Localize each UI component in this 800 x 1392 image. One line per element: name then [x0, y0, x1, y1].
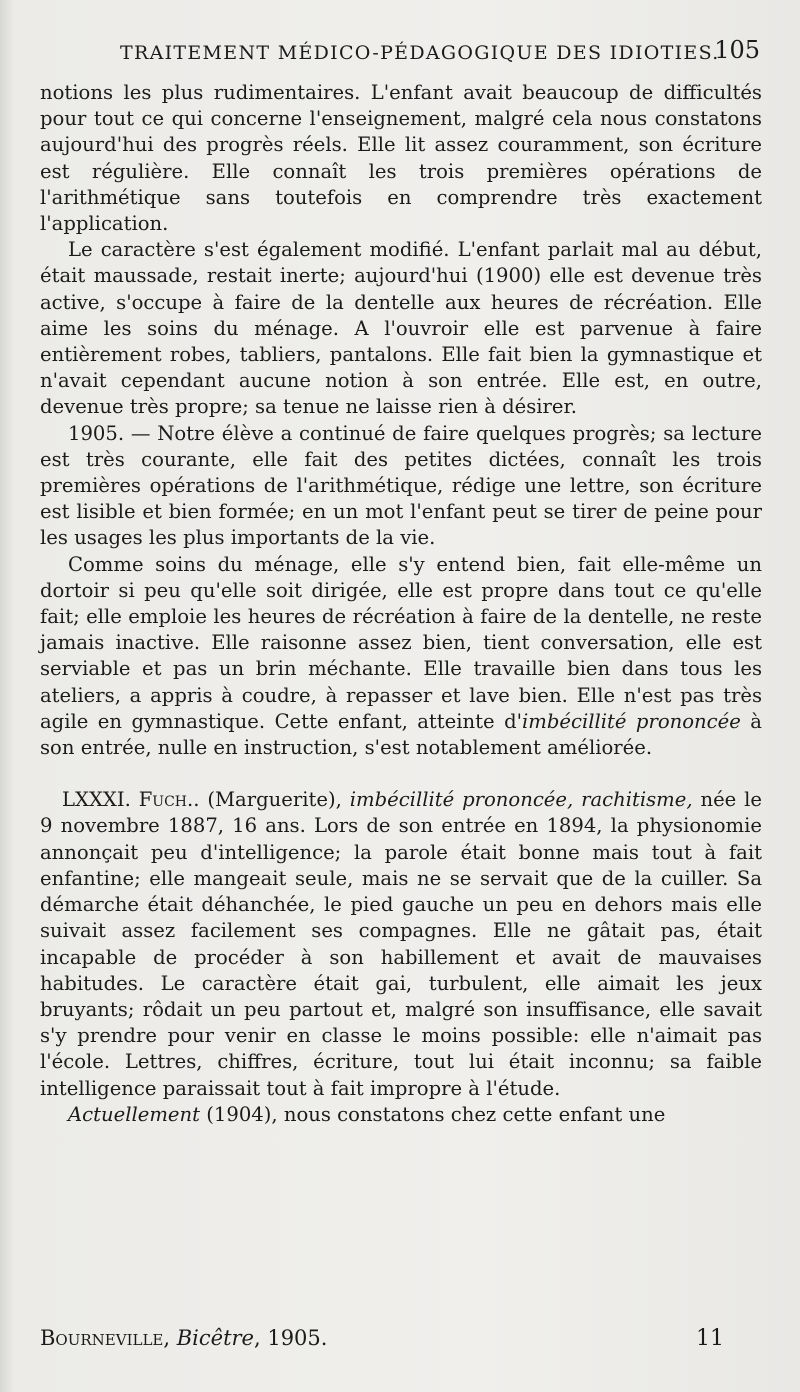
- footer-separator: ,: [163, 1326, 177, 1350]
- case-number: LXXXI.: [62, 788, 139, 812]
- footer-year: , 1905.: [253, 1326, 328, 1350]
- running-header: [40, 36, 762, 70]
- italic-diagnosis: imbécillité prononcée: [522, 709, 741, 733]
- text-run: née le 9 novembre 1887, 16 ans. Lors de son entrée en 1894, la physionomie annonçait peu d'intelligence; la parole était bonne mais tout à fait enfantine; elle mangeait seule, mais ne se servait que de la cuiller. Sa démarche était déhanchée, le pied gauche un peu en dehors mais elle suivait assez facilement ses compagnes. Elle ne gâtait pas, était incapable de procéder à son habillement et avait de mauvaises habitudes. Le caractère était gai, turbulent, elle aimait les jeux bruyants; rôdait un peu partout et, malgré son insuffisance, elle savait s'y prendre pour venir en classe le moins possible: elle n'aimait pas l'école. Lettres, chiffres, écriture, tout lui était inconnu; sa faible intelligence paraissait tout à fait impropre à l'étude.: [40, 788, 762, 1100]
- italic-word: Actuellement: [68, 1102, 201, 1126]
- footer: [40, 1326, 762, 1356]
- text-run: Comme soins du ménage, elle s'y entend bien, fait elle-même un dortoir si peu qu'elle soit dirigée, elle est propre dans tout ce qu'elle fait; elle emploie les heures de récréation à faire de la dentelle, ne reste jamais inactive. Elle raisonne assez bien, tient conversation, elle est serviable et pas un brin méchante. Elle travaille bien dans tous les ateliers, a appris à coudre, à repasser et lave bien. Elle n'est pas très agile en gymnastique. Cette enfant, atteinte d': [40, 552, 762, 733]
- paragraph-continued: notions les plus rudimentaires. L'enfant avait beaucoup de difficultés pour tout ce qui concerne l'enseignement, malgré cela nous constatons aujourd'hui des progrès réels. Elle lit assez couramment, son écriture est régulière. Elle connaît les trois premières opérations de l'arithmétique sans toutefois en comprendre très exactement l'application.: [40, 81, 762, 236]
- footer-author: Bourneville: [40, 1326, 164, 1350]
- case-entry-lxxxi: [40, 787, 762, 1101]
- patient-firstname: (Marguerite),: [199, 788, 350, 812]
- footer-title: Bicêtre: [176, 1326, 254, 1350]
- text-run: à son entrée, nulle en instruction, s'est notablement améliorée.: [40, 709, 762, 760]
- footer-citation: [40, 1326, 327, 1350]
- signature-mark: 11: [696, 1326, 724, 1351]
- body-text: [40, 80, 762, 1128]
- running-title: TRAITEMENT MÉDICO-PÉDAGOGIQUE DES IDIOTIES.: [120, 42, 720, 64]
- patient-name: Fuch..: [138, 788, 200, 812]
- paragraph-1905: 1905. — Notre élève a continué de faire quelques progrès; sa lecture est très courante, elle fait des petites dictées, connaît les trois premières opérations de l'arithmétique, rédige une lettre, son écriture est lisible et bien formée; en un mot l'enfant peut se tirer de peine pour les usages les plus importants de la vie.: [40, 421, 762, 550]
- italic-diagnosis: imbécillité prononcée, rachitisme,: [349, 788, 693, 812]
- text-run: (1904), nous constatons chez cette enfant une: [200, 1102, 666, 1126]
- paragraph-household: [40, 552, 762, 762]
- paragraph-character: Le caractère s'est également modifié. L'enfant parlait mal au début, était maussade, restait inerte; aujourd'hui (1900) elle est devenue très active, s'occupe à faire de la dentelle aux heures de récréation. Elle aime les soins du ménage. A l'ouvroir elle est parvenue à faire entièrement robes, tabliers, pantalons. Elle fait bien la gymnastique et n'avait cependant aucune notion à son entrée. Elle est, en outre, devenue très propre; sa tenue ne laisse rien à désirer.: [40, 238, 762, 419]
- page-number: 105: [714, 36, 760, 64]
- paragraph-actuellement: [40, 1102, 762, 1128]
